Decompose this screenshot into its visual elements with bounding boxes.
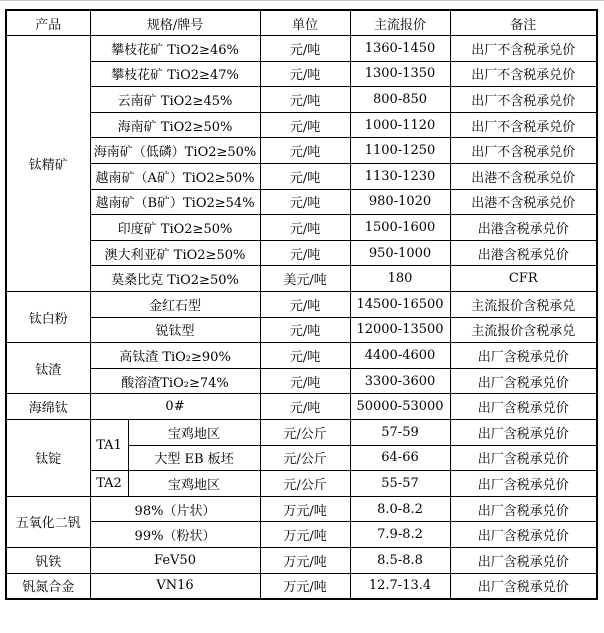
header-spec: 规格/牌号 <box>90 10 260 36</box>
note-cell: 出厂含税承兑价 <box>450 368 597 394</box>
note-cell: 出厂不含税承兑价 <box>450 61 597 87</box>
note-cell: 出厂不含税承兑价 <box>450 112 597 138</box>
price-cell: 1360-1450 <box>350 36 450 62</box>
note-cell: 出厂含税承兑价 <box>450 547 597 573</box>
table-row <box>6 394 597 420</box>
price-cell: 980-1020 <box>350 189 450 215</box>
spec-cell: 攀枝花矿 TiO2≥47% <box>90 61 260 87</box>
spec-cell: 海南矿（低磷）TiO2≥50% <box>90 138 260 164</box>
unit-cell: 元/吨 <box>260 112 350 138</box>
unit-cell: 元/吨 <box>260 215 350 241</box>
header-note: 备注 <box>450 10 597 36</box>
price-cell: 1300-1350 <box>350 61 450 87</box>
note-cell: 主流报价含税承兑 <box>450 317 597 343</box>
price-cell: 64-66 <box>350 445 450 471</box>
price-cell: 3300-3600 <box>350 368 450 394</box>
note-cell: 出厂不含税承兑价 <box>450 36 597 62</box>
price-cell: 57-59 <box>350 420 450 446</box>
note-cell: 出厂含税承兑价 <box>450 445 597 471</box>
table-row <box>6 496 597 522</box>
product-cell-ti-sponge: 海绵钛 <box>6 394 90 420</box>
spec-cell: 宝鸡地区 <box>128 471 260 497</box>
product-cell-ti-slag: 钛渣 <box>6 343 90 394</box>
spec-cell: 酸溶渣TiO₂≥74% <box>90 368 260 394</box>
spec-cell: 0# <box>90 394 260 420</box>
price-cell: 800-850 <box>350 87 450 113</box>
spec-cell: 澳大利亚矿 TiO2≥50% <box>90 240 260 266</box>
note-cell: 出厂含税承兑价 <box>450 573 597 599</box>
price-cell: 1100-1250 <box>350 138 450 164</box>
spec-cell: 大型 EB 板坯 <box>128 445 260 471</box>
spec-cell: 锐钛型 <box>90 317 260 343</box>
note-cell: 出港不含税承兑价 <box>450 164 597 190</box>
table-row <box>6 471 597 497</box>
table-row <box>6 189 597 215</box>
spec-cell: 金红石型 <box>90 292 260 318</box>
table-row <box>6 61 597 87</box>
spec-cell: 越南矿（A矿）TiO2≥50% <box>90 164 260 190</box>
table-row <box>6 266 597 292</box>
unit-cell: 元/吨 <box>260 36 350 62</box>
table-row <box>6 343 597 369</box>
note-cell: 出厂含税承兑价 <box>450 496 597 522</box>
spec-cell: 98%（片状） <box>90 496 260 522</box>
table-row <box>6 522 597 548</box>
price-cell: 950-1000 <box>350 240 450 266</box>
spec-cell: 莫桑比克 TiO2≥50% <box>90 266 260 292</box>
table-row <box>6 420 597 446</box>
table-row <box>6 240 597 266</box>
product-cell-ti-concentrate: 钛精矿 <box>6 36 90 292</box>
spec-cell: FeV50 <box>90 547 260 573</box>
spec-cell: 云南矿 TiO2≥45% <box>90 87 260 113</box>
note-cell: 出厂不含税承兑价 <box>450 138 597 164</box>
unit-cell: 万元/吨 <box>260 496 350 522</box>
unit-cell: 元/吨 <box>260 189 350 215</box>
unit-cell: 元/吨 <box>260 61 350 87</box>
note-cell: 出厂含税承兑价 <box>450 420 597 446</box>
price-cell: 12000-13500 <box>350 317 450 343</box>
price-cell: 55-57 <box>350 471 450 497</box>
product-cell-ferrovanadium: 钒铁 <box>6 547 90 573</box>
unit-cell: 元/吨 <box>260 317 350 343</box>
spec-cell: 印度矿 TiO2≥50% <box>90 215 260 241</box>
unit-cell: 万元/吨 <box>260 573 350 599</box>
product-cell-v2o5: 五氧化二钒 <box>6 496 90 547</box>
table-row <box>6 368 597 394</box>
spec-cell: 海南矿 TiO2≥50% <box>90 112 260 138</box>
spec-cell: 99%（粉状） <box>90 522 260 548</box>
grade-cell-ta2: TA2 <box>90 471 128 497</box>
table-row <box>6 317 597 343</box>
unit-cell: 万元/吨 <box>260 522 350 548</box>
table-row <box>6 573 597 599</box>
unit-cell: 元/吨 <box>260 292 350 318</box>
product-cell-ti-dioxide: 钛白粉 <box>6 292 90 343</box>
price-cell: 1500-1600 <box>350 215 450 241</box>
price-cell: 1130-1230 <box>350 164 450 190</box>
price-cell: 8.0-8.2 <box>350 496 450 522</box>
spec-cell: VN16 <box>90 573 260 599</box>
table-row <box>6 547 597 573</box>
price-cell: 4400-4600 <box>350 343 450 369</box>
price-cell: 14500-16500 <box>350 292 450 318</box>
unit-cell: 元/吨 <box>260 343 350 369</box>
spec-cell: 越南矿（B矿）TiO2≥54% <box>90 189 260 215</box>
unit-cell: 元/吨 <box>260 164 350 190</box>
price-cell: 1000-1120 <box>350 112 450 138</box>
unit-cell: 元/公斤 <box>260 420 350 446</box>
note-cell: 出厂含税承兑价 <box>450 394 597 420</box>
unit-cell: 元/吨 <box>260 394 350 420</box>
table-row <box>6 164 597 190</box>
header-unit: 单位 <box>260 10 350 36</box>
price-cell: 8.5-8.8 <box>350 547 450 573</box>
spec-cell: 攀枝花矿 TiO2≥46% <box>90 36 260 62</box>
grade-cell-ta1: TA1 <box>90 420 128 471</box>
note-cell: 出厂含税承兑价 <box>450 343 597 369</box>
unit-cell: 元/公斤 <box>260 471 350 497</box>
note-cell: 出厂不含税承兑价 <box>450 87 597 113</box>
price-cell: 180 <box>350 266 450 292</box>
price-cell: 7.9-8.2 <box>350 522 450 548</box>
unit-cell: 元/吨 <box>260 138 350 164</box>
price-cell: 50000-53000 <box>350 394 450 420</box>
unit-cell: 万元/吨 <box>260 547 350 573</box>
note-cell: CFR <box>450 266 597 292</box>
table-row <box>6 112 597 138</box>
unit-cell: 元/公斤 <box>260 445 350 471</box>
header-product: 产品 <box>6 10 90 36</box>
spec-cell: 高钛渣 TiO₂≥90% <box>90 343 260 369</box>
note-cell: 出港不含税承兑价 <box>450 189 597 215</box>
header-row <box>6 10 597 36</box>
note-cell: 出港含税承兑价 <box>450 240 597 266</box>
note-cell: 出港含税承兑价 <box>450 215 597 241</box>
table-row <box>6 292 597 318</box>
table-row <box>6 138 597 164</box>
product-cell-ti-ingot: 钛锭 <box>6 420 90 497</box>
note-cell: 出厂含税承兑价 <box>450 522 597 548</box>
note-cell: 出厂含税承兑价 <box>450 471 597 497</box>
spec-cell: 宝鸡地区 <box>128 420 260 446</box>
unit-cell: 美元/吨 <box>260 266 350 292</box>
table-row <box>6 36 597 62</box>
header-price: 主流报价 <box>350 10 450 36</box>
unit-cell: 元/吨 <box>260 240 350 266</box>
product-cell-vanadium-nitride: 钒氮合金 <box>6 573 90 599</box>
note-cell: 主流报价含税承兑 <box>450 292 597 318</box>
table-row <box>6 87 597 113</box>
table-row <box>6 215 597 241</box>
price-table <box>5 9 598 600</box>
unit-cell: 元/吨 <box>260 87 350 113</box>
price-cell: 12.7-13.4 <box>350 573 450 599</box>
unit-cell: 元/吨 <box>260 368 350 394</box>
